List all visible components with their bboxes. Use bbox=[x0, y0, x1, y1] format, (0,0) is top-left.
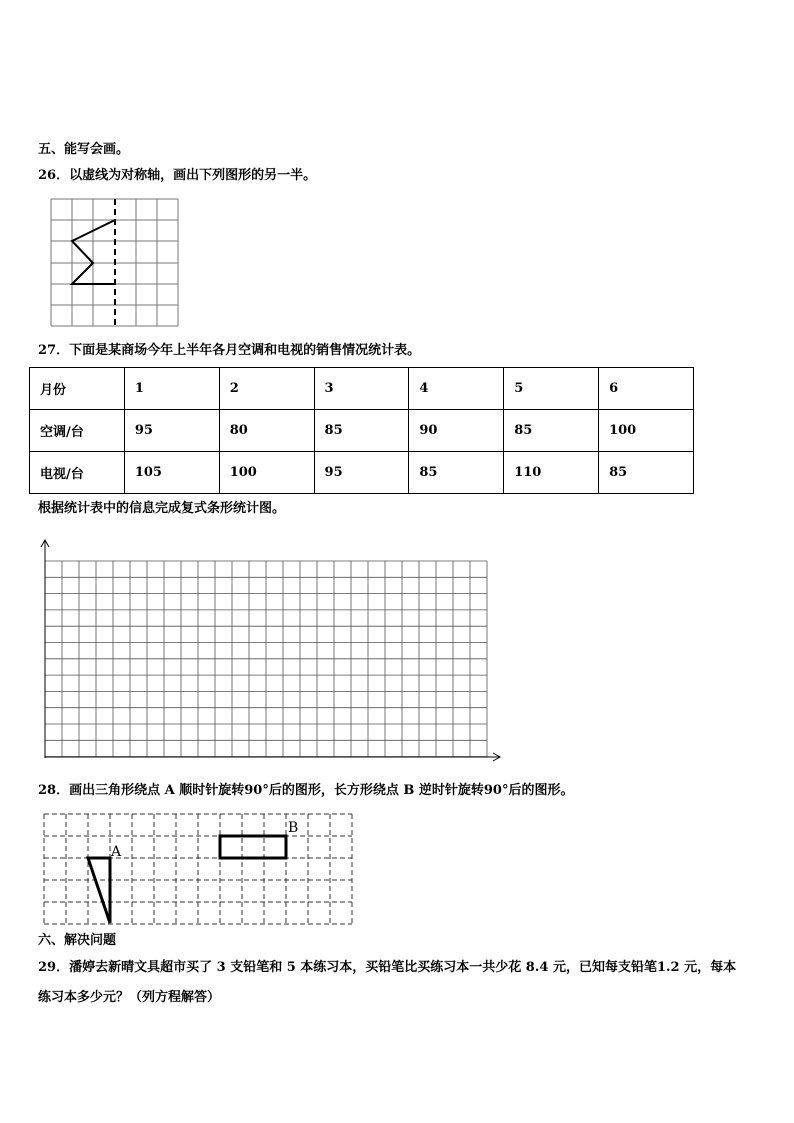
table-cell: 85 bbox=[599, 452, 694, 494]
table-cell: 105 bbox=[124, 452, 219, 494]
rectangle-shape bbox=[220, 836, 286, 858]
section-six-title: 六、解决问题 bbox=[38, 933, 117, 948]
table-cell: 月份 bbox=[30, 368, 125, 410]
question-29-line2: 练习本多少元？（列方程解答） bbox=[38, 990, 221, 1005]
table-cell: 95 bbox=[124, 410, 219, 452]
sales-stats-table bbox=[29, 367, 694, 494]
table-cell: 空调/台 bbox=[30, 410, 125, 452]
table-cell: 110 bbox=[504, 452, 599, 494]
table-cell: 电视/台 bbox=[30, 452, 125, 494]
point-a-label: A bbox=[111, 844, 122, 860]
symmetry-grid-figure bbox=[50, 198, 180, 328]
chart-instruction-text: 根据统计表中的信息完成复式条形统计图。 bbox=[38, 501, 286, 516]
table-row bbox=[30, 368, 694, 410]
table-cell: 2 bbox=[219, 368, 314, 410]
table-cell: 3 bbox=[314, 368, 409, 410]
table-cell: 90 bbox=[409, 410, 504, 452]
table-cell: 4 bbox=[409, 368, 504, 410]
rotation-grid-figure bbox=[42, 812, 356, 928]
table-cell: 85 bbox=[409, 452, 504, 494]
table-cell: 95 bbox=[314, 452, 409, 494]
table-row bbox=[30, 410, 694, 452]
table-cell: 80 bbox=[219, 410, 314, 452]
table-row bbox=[30, 452, 694, 494]
table-cell: 100 bbox=[219, 452, 314, 494]
question-28-text: 28．画出三角形绕点 A 顺时针旋转90°后的图形，长方形绕点 B 逆时针旋转90°后的图形。 bbox=[38, 783, 574, 798]
blank-bar-chart-grid bbox=[34, 536, 506, 764]
table-cell: 85 bbox=[314, 410, 409, 452]
triangle-shape bbox=[88, 858, 110, 923]
table-cell: 85 bbox=[504, 410, 599, 452]
table-cell: 5 bbox=[504, 368, 599, 410]
table-cell: 6 bbox=[599, 368, 694, 410]
table-cell: 1 bbox=[124, 368, 219, 410]
point-b-label: B bbox=[288, 820, 299, 836]
table-cell: 100 bbox=[599, 410, 694, 452]
section-five-title: 五、能写会画。 bbox=[38, 142, 130, 157]
question-26-text: 26．以虚线为对称轴，画出下列图形的另一半。 bbox=[38, 168, 317, 183]
grid-lines bbox=[45, 561, 487, 757]
question-29-line1: 29．潘婷去新晴文具超市买了 3 支铅笔和 5 本练习本，买铅笔比买练习本一共少花 8.4 元，已知每支铅笔1.2 元，每本 bbox=[38, 960, 737, 975]
question-27-text: 27．下面是某商场今年上半年各月空调和电视的销售情况统计表。 bbox=[38, 343, 421, 358]
